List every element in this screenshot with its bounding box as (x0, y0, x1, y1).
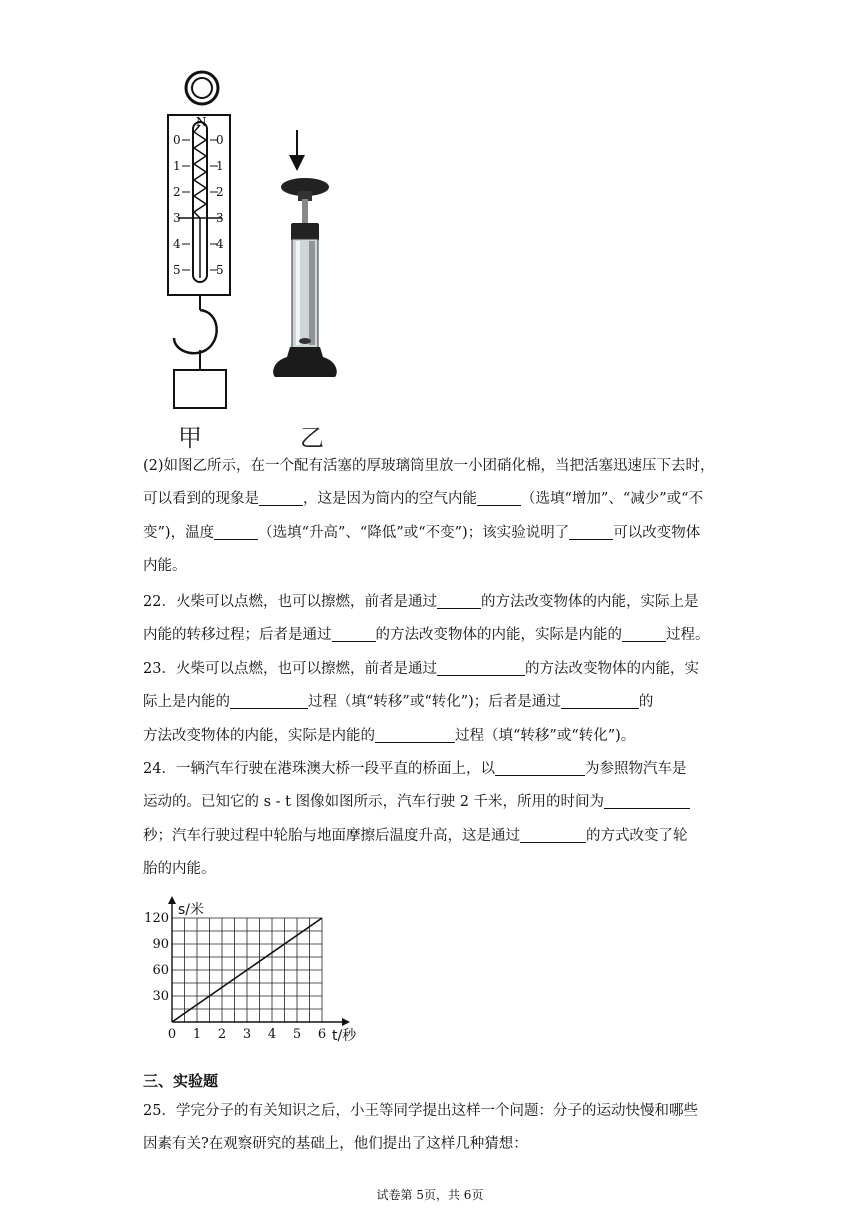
q23-line-2: 际上是内能的 过程（填“转移”或“转化”)；后者是通过 的 (143, 694, 654, 711)
glass-highlight (296, 241, 300, 345)
cylinder-cap (291, 223, 319, 241)
scale-pole-label: N (196, 115, 207, 129)
q25-line-1: 25．学完分子的有关知识之后，小王等同学提出这样一个问题：分子的运动快慢和哪些 (143, 1103, 698, 1119)
question-23 (143, 653, 723, 753)
piston-rod (302, 199, 308, 227)
scale-left-tick-1: 1 (173, 159, 181, 173)
x-tick-label: 5 (292, 1027, 302, 1042)
q21-line-3: 变”)，温度 （选填“升高”、“降低”或“不变”)；该实验说明了 可以改变物体 (143, 524, 701, 541)
glass-shadow (309, 241, 315, 345)
question-24 (143, 753, 723, 886)
down-arrow-icon (289, 155, 305, 171)
answer-blank[interactable] (569, 524, 613, 540)
answer-blank[interactable] (604, 794, 690, 810)
hook-icon (174, 310, 217, 353)
top-ring-outer (186, 72, 218, 104)
x-tick-label: 6 (317, 1027, 327, 1042)
q22-line-1: 22．火柴可以点燃，也可以擦燃，前者是通过 的方法改变物体的内能，实际上是 (143, 594, 699, 610)
y-tick-label: 90 (152, 937, 169, 952)
cotton-ball (299, 338, 311, 344)
spring-coil (194, 125, 206, 218)
scale-left-tick-3: 3 (173, 211, 181, 225)
q23-line-1: 23．火柴可以点燃，也可以擦燃，前者是通过 的方法改变物体的内能，实 (143, 661, 699, 677)
y-tick-label: 30 (152, 989, 169, 1004)
scale-right-tick-2: 2 (216, 185, 224, 199)
answer-blank[interactable] (375, 727, 455, 743)
answer-blank[interactable] (622, 627, 666, 643)
x-tick-label: 0 (167, 1027, 177, 1042)
answer-blank[interactable] (214, 524, 258, 540)
x-tick-label: 2 (217, 1027, 227, 1042)
answer-blank[interactable] (561, 694, 639, 710)
q21-line-1: (2)如图乙所示，在一个配有活塞的厚玻璃筒里放一小团硝化棉，当把活塞迅速压下去时， (143, 458, 715, 474)
answer-blank[interactable] (495, 761, 585, 777)
q21-line-4: 内能。 (143, 557, 187, 574)
piston-cylinder-figure (265, 125, 345, 385)
x-axis-label: t/秒 (332, 1028, 357, 1044)
answer-blank[interactable] (437, 594, 481, 610)
q25-line-2: 因素有关?在观察研究的基础上，他们提出了这样几种猜想： (143, 1136, 528, 1153)
top-ring-inner (192, 78, 212, 98)
q22-line-2: 内能的转移过程；后者是通过 的方法改变物体的内能，实际是内能的 过程。 (143, 627, 710, 644)
x-axis-arrow-icon (342, 1018, 350, 1026)
scale-right-tick-4: 4 (216, 237, 224, 251)
figure-label-jia: 甲 (178, 424, 202, 452)
scale-left-tick-0: 0 (173, 133, 181, 147)
x-tick-label: 1 (192, 1027, 202, 1042)
scale-left-tick-5: 5 (173, 263, 181, 277)
figure-label-yi: 乙 (300, 424, 324, 452)
answer-blank[interactable] (259, 491, 303, 507)
cylinder-base (273, 347, 337, 377)
page-footer: 试卷第 5页，共 6页 (376, 1188, 484, 1202)
scale-right-tick-0: 0 (216, 133, 224, 147)
q24-line-3: 秒；汽车行驶过程中轮胎与地面摩擦后温度升高，这是通过 的方式改变了轮 (143, 827, 688, 844)
scale-right-tick-1: 1 (216, 159, 224, 173)
x-tick-label: 4 (267, 1027, 277, 1042)
s-t-graph (140, 895, 370, 1045)
question-25 (143, 1095, 723, 1162)
answer-blank[interactable] (230, 694, 308, 710)
question-22 (143, 586, 723, 653)
q24-line-1: 24．一辆汽车行驶在港珠澳大桥一段平直的桥面上，以 为参照物汽车是 (143, 761, 687, 777)
y-tick-label: 120 (144, 911, 169, 926)
q21-part2 (143, 450, 723, 583)
scale-right-tick-5: 5 (216, 263, 224, 277)
y-tick-label: 60 (152, 963, 169, 978)
y-axis-arrow-icon (168, 896, 176, 904)
scale-left-tick-4: 4 (173, 237, 181, 251)
scale-right-tick-3: 3 (216, 211, 224, 225)
scale-left-tick-2: 2 (173, 185, 181, 199)
q23-line-3: 方法改变物体的内能，实际是内能的 过程（填“转移”或“转化”)。 (143, 727, 636, 744)
answer-blank[interactable] (520, 827, 586, 843)
section-title: 三、实验题 (143, 1072, 219, 1090)
y-axis-label: s/米 (178, 902, 205, 918)
x-tick-label: 3 (242, 1027, 252, 1042)
answer-blank[interactable] (332, 627, 376, 643)
q21-line-2: 可以看到的现象是 ，这是因为筒内的空气内能 （选填“增加”、“减少”或“不 (143, 491, 704, 508)
q24-line-4: 胎的内能。 (143, 860, 216, 877)
spring-scale-figure (160, 70, 250, 415)
answer-blank[interactable] (437, 661, 525, 677)
weight-block (174, 370, 226, 408)
q24-line-2: 运动的。已知它的 s - t 图像如图所示，汽车行驶 2 千米，所用的时间为 (143, 786, 723, 819)
answer-blank[interactable] (477, 491, 521, 507)
